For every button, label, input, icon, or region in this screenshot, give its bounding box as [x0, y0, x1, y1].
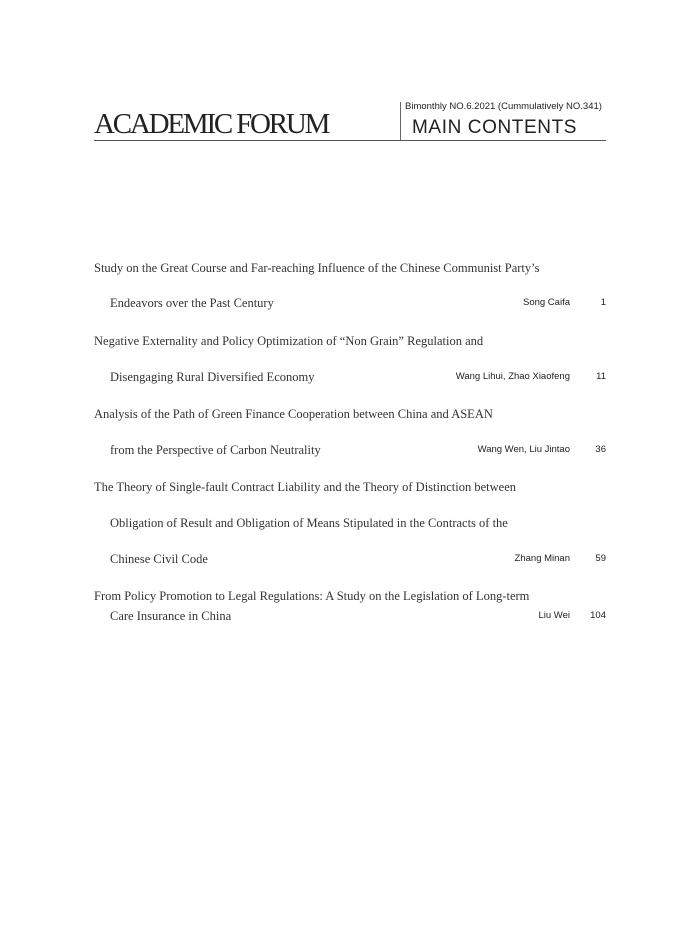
toc-entry-page: 11	[596, 371, 606, 382]
journal-title: ACADEMIC FORUM	[94, 108, 329, 140]
toc-entry-title: Care Insurance in China	[110, 609, 232, 623]
toc-entry-title: Negative Externality and Policy Optimization of “Non Grain” Regulation and	[94, 334, 484, 348]
header-divider	[400, 102, 401, 140]
toc-entry-page: 36	[595, 444, 606, 455]
toc-entry-author: Wang Wen, Liu Jintao	[477, 444, 570, 455]
toc-entry-title: Chinese Civil Code	[110, 552, 208, 566]
toc-entry-author: Wang Lihui, Zhao Xiaofeng	[455, 371, 570, 382]
toc-entry-author: Song Caifa	[522, 297, 570, 308]
journal-header	[94, 100, 606, 141]
toc-entry-4-line-2	[94, 514, 606, 532]
toc-entry-title: Disengaging Rural Diversified Economy	[110, 370, 315, 384]
toc-entry-title: Study on the Great Course and Far-reaching Influence of the Chinese Communist Party’s	[94, 261, 540, 275]
toc-entry-page: 104	[590, 610, 606, 621]
toc-entry-author: Liu Wei	[538, 610, 570, 621]
toc-entry-2-line-1	[94, 332, 606, 350]
toc-entry-title: Analysis of the Path of Green Finance Cooperation between China and ASEAN	[94, 407, 493, 421]
toc-entry-3-line-1	[94, 405, 606, 423]
toc-entry-4-line-1	[94, 478, 606, 496]
toc-entry-3-line-2	[94, 441, 606, 459]
toc-entry-author: Zhang Minan	[514, 553, 570, 564]
toc-entry-title: Obligation of Result and Obligation of Means Stipulated in the Contracts of the	[110, 516, 508, 530]
toc-entry-1-line-1	[94, 259, 606, 277]
toc-entry-5-line-1	[94, 587, 606, 605]
issue-info: Bimonthly NO.6.2021 (Cummulatively NO.341)	[405, 101, 602, 112]
toc-entry-1-line-2	[94, 294, 606, 312]
toc-entry-title: From Policy Promotion to Legal Regulations: A Study on the Legislation of Long-term	[94, 589, 530, 603]
toc-entry-2-line-2	[94, 368, 606, 386]
toc-entry-title: The Theory of Single-fault Contract Liability and the Theory of Distinction between	[94, 480, 516, 494]
toc-entry-title: Endeavors over the Past Century	[110, 296, 274, 310]
toc-entry-page: 59	[595, 553, 606, 564]
toc-entry-page: 1	[600, 297, 606, 308]
section-title: MAIN CONTENTS	[412, 117, 578, 138]
toc-entry-title: from the Perspective of Carbon Neutrality	[110, 443, 321, 457]
toc-entry-4-line-3	[94, 550, 606, 568]
toc-entry-5-line-2	[94, 607, 606, 625]
